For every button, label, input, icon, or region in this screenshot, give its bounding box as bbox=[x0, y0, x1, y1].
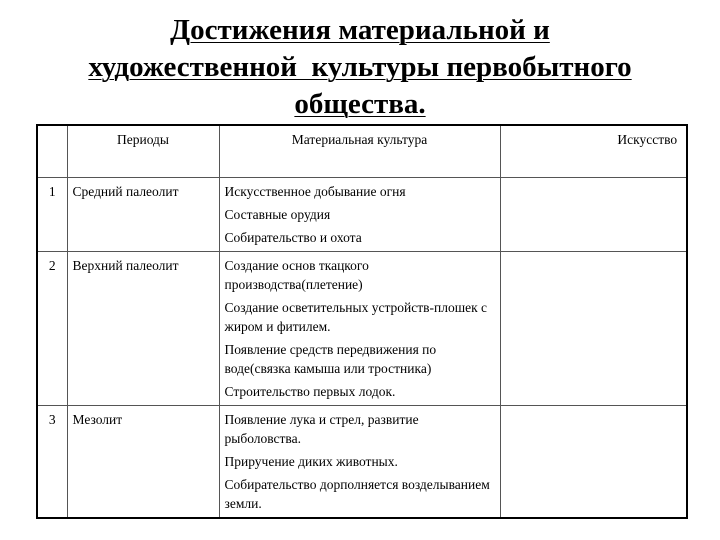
header-num bbox=[37, 125, 67, 178]
title-line-3: общества. bbox=[294, 88, 426, 120]
table-row bbox=[37, 252, 687, 406]
material-item: Собирательство дорполняется возделыванием земли. bbox=[224, 477, 490, 511]
row-period: Мезолит bbox=[67, 406, 219, 519]
row-material bbox=[219, 178, 500, 252]
row-num: 2 bbox=[37, 252, 67, 406]
header-periods: Периоды bbox=[67, 125, 219, 178]
table-row bbox=[37, 406, 687, 519]
row-period: Средний палеолит bbox=[67, 178, 219, 252]
header-art bbox=[500, 125, 687, 178]
material-item: Появление средств передвижения по воде(связка камыша или тростника) bbox=[224, 342, 437, 376]
header-art-label: Искусство bbox=[617, 132, 678, 147]
material-item: Строительство первых лодок. bbox=[224, 384, 396, 399]
material-item: Создание осветительных устройств-плошек с жиром и фитилем. bbox=[224, 300, 488, 334]
material-item: Приручение диких животных. bbox=[224, 454, 398, 469]
material-item: Искусственное добывание огня bbox=[224, 184, 406, 199]
table-header-row bbox=[37, 125, 687, 178]
material-item: Собирательство и охота bbox=[224, 230, 362, 245]
row-num: 1 bbox=[37, 178, 67, 252]
material-item: Составные орудия bbox=[224, 207, 331, 222]
material-item: Появление лука и стрел, развитие рыболовства. bbox=[224, 412, 419, 446]
achievements-table bbox=[36, 124, 688, 519]
title-line-2: художественной культуры первобытного bbox=[88, 51, 632, 83]
row-material bbox=[219, 406, 500, 519]
row-period: Верхний палеолит bbox=[67, 252, 219, 406]
table-row bbox=[37, 178, 687, 252]
row-art bbox=[500, 252, 687, 406]
page-title bbox=[0, 12, 720, 123]
material-item: Создание основ ткацкого производства(плетение) bbox=[224, 258, 369, 292]
row-num: 3 bbox=[37, 406, 67, 519]
title-line-1: Достижения материальной и bbox=[170, 14, 550, 46]
row-art bbox=[500, 406, 687, 519]
row-material bbox=[219, 252, 500, 406]
header-material-culture: Материальная культура bbox=[219, 125, 500, 178]
row-art bbox=[500, 178, 687, 252]
